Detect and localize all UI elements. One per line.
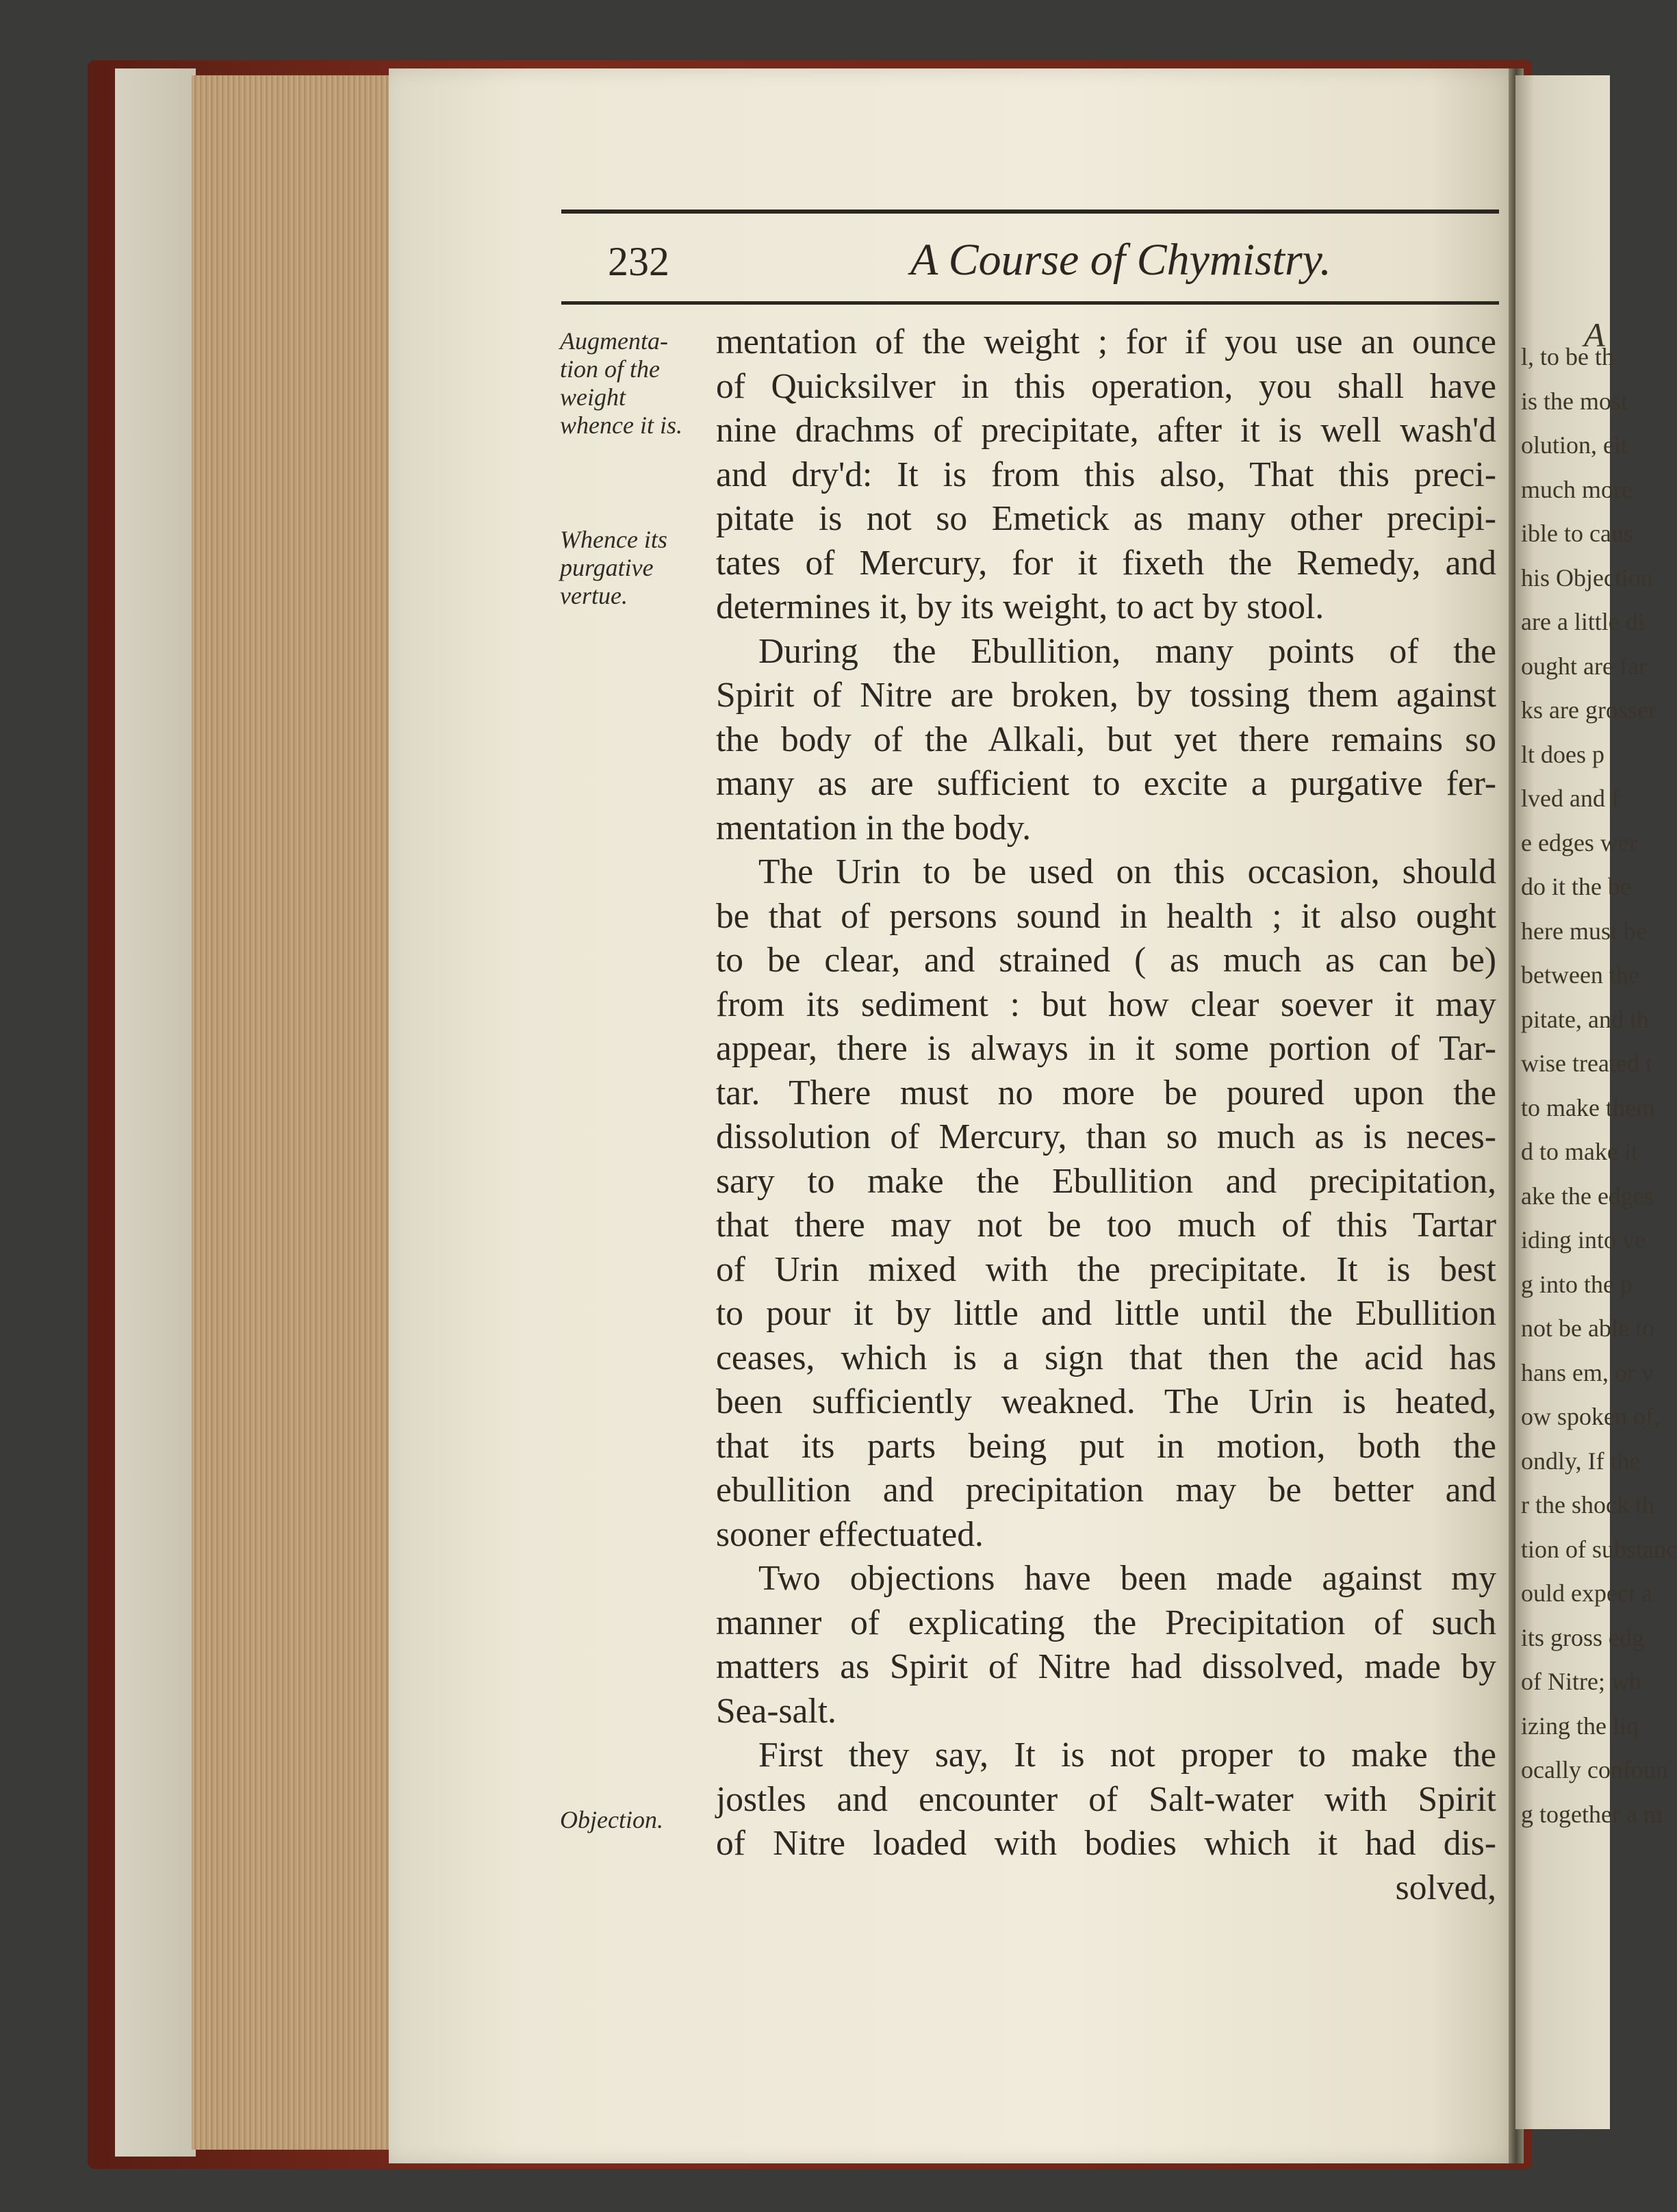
text-line: During the Ebullition, many points of the	[758, 631, 1496, 671]
facing-page-fragment: do it the be	[1521, 873, 1631, 900]
facing-page-fragment: g together a m	[1521, 1800, 1663, 1828]
text-line: be that of persons sound in health ; it also ought	[716, 896, 1496, 936]
facing-page-fragment: g into the p	[1521, 1270, 1633, 1298]
text-line: mentation in the body.	[716, 808, 1032, 848]
text-line: of Urin mixed with the precipitate. It is best	[716, 1249, 1496, 1289]
body-text	[716, 320, 1496, 1910]
facing-page-fragment: ible to caus	[1521, 520, 1633, 547]
margin-note-line: tion of the	[560, 355, 660, 383]
facing-page-fragment: d to make it	[1521, 1138, 1638, 1165]
facing-page	[1515, 75, 1677, 2129]
facing-page-fragment: izing the liq	[1521, 1712, 1639, 1740]
facing-page-fragment: olution, eit	[1521, 431, 1628, 459]
text-line: Spirit of Nitre are broken, by tossing them against	[716, 676, 1496, 715]
facing-page-head: A	[1584, 316, 1605, 354]
facing-page-fragment: r the shock th	[1521, 1491, 1654, 1518]
text-line: Two objections have been made against my	[758, 1559, 1496, 1598]
facing-page-fragment: ocally confoun	[1521, 1756, 1668, 1783]
facing-page-fragment: ought are far	[1521, 652, 1647, 680]
text-line: mentation of the weight ; for if you use an ounce	[716, 322, 1496, 361]
text-line: matters as Spirit of Nitre had dissolved, made by	[716, 1647, 1496, 1686]
facing-page-fragment: tion of substanc	[1521, 1535, 1677, 1563]
flyleaf	[115, 68, 196, 2157]
facing-page-fragment: lt does p	[1521, 740, 1604, 768]
text-line: jostles and encounter of Salt-water with Spirit	[716, 1779, 1496, 1819]
facing-page-fragment: ake the edges	[1521, 1182, 1654, 1210]
facing-page-fragment: between the	[1521, 961, 1639, 989]
facing-page-fragment: his Objection	[1521, 563, 1653, 592]
text-line: determines it, by its weight, to act by stool.	[716, 587, 1324, 626]
text-line: First they say, It is not proper to make the	[758, 1736, 1496, 1775]
facing-page-fragment: ks are grosser	[1521, 696, 1656, 724]
margin-note-augmentation	[560, 327, 711, 440]
margin-note-line: weight	[560, 383, 626, 411]
text-line: sary to make the Ebullition and precipitation,	[716, 1161, 1496, 1201]
facing-page-fragment: is the most	[1521, 387, 1628, 415]
text-line: sooner effectuated.	[716, 1514, 984, 1554]
facing-page-fragment: ow spoken of,	[1521, 1403, 1660, 1430]
facing-page-fragment: here must be	[1521, 917, 1647, 945]
facing-page-fragment: not be able to	[1521, 1314, 1654, 1342]
text-line: to pour it by little and little until the Ebullition	[716, 1294, 1496, 1333]
text-line: solved,	[1395, 1868, 1496, 1907]
margin-note-purgative	[560, 526, 711, 610]
header-rule-top	[561, 209, 1499, 214]
text-line: tar. There must no more be poured upon the	[716, 1073, 1496, 1113]
text-line: that its parts being put in motion, both the	[716, 1426, 1496, 1466]
margin-note-objection	[560, 1806, 711, 1834]
facing-page-fragment: e edges wer	[1521, 828, 1637, 856]
facing-page-fragment: pitate, and th	[1521, 1005, 1649, 1033]
header-rule-bottom	[561, 301, 1499, 305]
text-line: from its sediment : but how clear soever it may	[716, 984, 1496, 1024]
margin-note-line: Augmenta-	[560, 327, 668, 355]
text-line: ceases, which is a sign that then the acid has	[716, 1338, 1496, 1377]
text-line: pitate is not so Emetick as many other precipi-	[716, 499, 1496, 538]
facing-page-fragment: hans em, or v	[1521, 1358, 1654, 1386]
margin-note-line: Whence its	[560, 526, 667, 553]
running-title: A Course of Chymistry.	[910, 235, 1331, 285]
text-line: and dry'd: It is from this also, That this preci-	[716, 455, 1496, 494]
text-line: ebullition and precipitation may be better and	[716, 1471, 1496, 1510]
text-line: appear, there is always in it some portion of Tar-	[716, 1029, 1496, 1068]
text-line: the body of the Alkali, but yet there remains so	[716, 720, 1496, 759]
facing-page-fragment: are a little di	[1521, 608, 1645, 635]
facing-page-fragment: iding into ve	[1521, 1226, 1646, 1254]
page-number: 232	[608, 239, 669, 284]
text-line: nine drachms of precipitate, after it is well wash'd	[716, 411, 1496, 450]
text-line: to be clear, and strained ( as much as can be)	[716, 941, 1496, 980]
text-line: tates of Mercury, for it fixeth the Remedy, and	[716, 543, 1496, 583]
facing-page-fragment: ondly, If the	[1521, 1447, 1641, 1475]
page-edges	[192, 75, 390, 2150]
text-line: dissolution of Mercury, than so much as is neces-	[716, 1117, 1496, 1156]
facing-page-fragment: of Nitre; wh	[1521, 1668, 1641, 1695]
facing-page-fragment: l, to be th	[1521, 343, 1614, 370]
text-line: The Urin to be used on this occasion, should	[758, 852, 1496, 891]
text-line: been sufficiently weakned. The Urin is heated,	[716, 1382, 1496, 1421]
margin-note-line: vertue.	[560, 582, 628, 609]
text-line: Sea-salt.	[716, 1691, 836, 1731]
facing-page-fragment: wise treated t	[1521, 1050, 1652, 1077]
text-line: many as are sufficient to excite a purgative fer-	[716, 764, 1496, 803]
facing-page-fragment: ould expect a	[1521, 1579, 1652, 1607]
facing-page-fragment: to make them	[1521, 1093, 1655, 1121]
text-line: that there may not be too much of this Tartar	[716, 1206, 1496, 1245]
margin-note-line: purgative	[560, 554, 654, 581]
text-line: of Quicksilver in this operation, you shall have	[716, 366, 1496, 406]
text-line: manner of explicating the Precipitation of such	[716, 1603, 1496, 1642]
margin-note-line: whence it is.	[560, 411, 682, 439]
text-line: of Nitre loaded with bodies which it had dis-	[716, 1824, 1496, 1863]
margin-note-line: Objection.	[560, 1806, 663, 1833]
facing-page-fragment: lved and f	[1521, 785, 1620, 812]
facing-page-fragment: its gross edg	[1521, 1623, 1644, 1651]
facing-page-fragment: much more	[1521, 475, 1633, 503]
